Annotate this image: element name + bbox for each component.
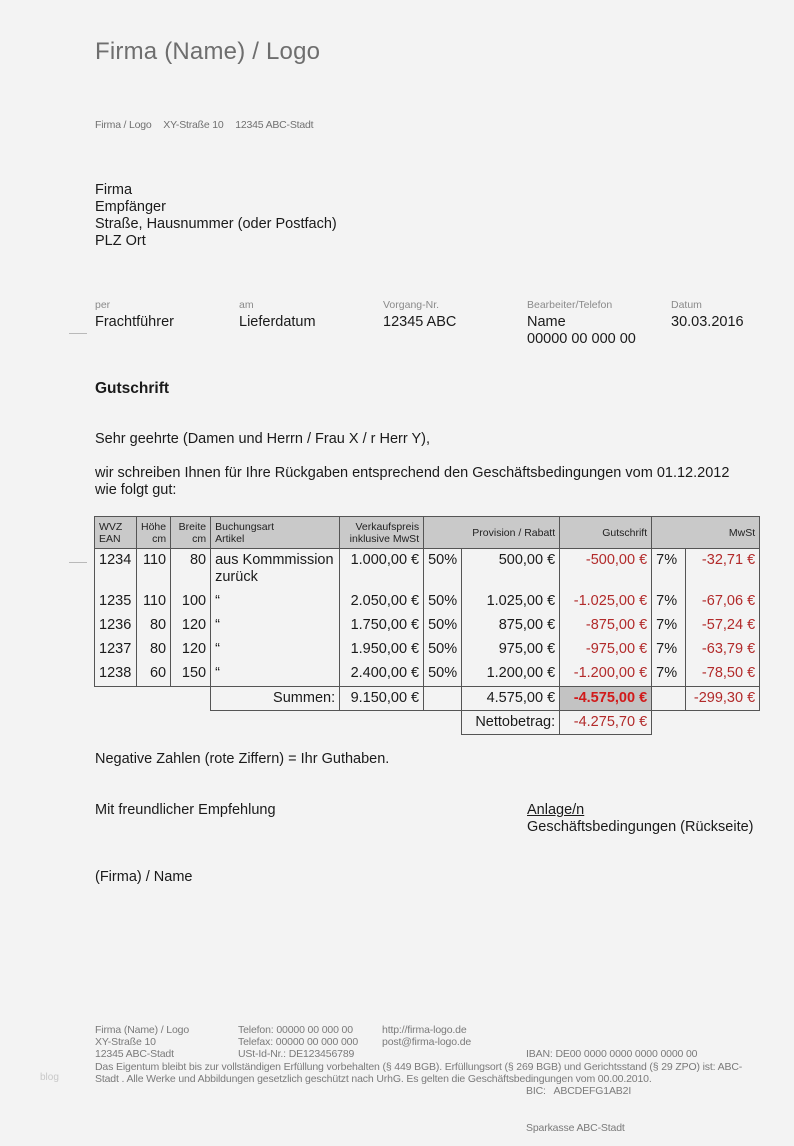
- intro-paragraph: [95, 465, 775, 499]
- col-header-ean: [95, 517, 137, 549]
- cell-article: “: [211, 614, 340, 638]
- header-article: Artikel: [215, 532, 245, 545]
- recipient-city: PLZ Ort: [95, 233, 146, 249]
- col-header-vat: MwSt: [652, 517, 760, 549]
- meta-value: Lieferdatum: [239, 314, 316, 330]
- cell-width: 120: [171, 614, 211, 638]
- sums-commission: 4.575,00 €: [462, 687, 560, 711]
- header-wvz: WVZ: [99, 520, 123, 533]
- cell-commission: 500,00 €: [462, 549, 560, 591]
- recipient-company: Firma: [95, 182, 133, 198]
- cell-ean: 1235: [95, 590, 137, 614]
- table-header-row: [95, 517, 760, 549]
- footer-company: [95, 1024, 189, 1061]
- footer-company-city: 12345 ABC-Stadt: [95, 1048, 174, 1061]
- sums-label: Summen:: [211, 687, 340, 711]
- table-row: [95, 590, 760, 614]
- cell-credit: -875,00 €: [560, 614, 652, 638]
- attachments-item: Geschäftsbedingungen (Rückseite): [527, 819, 754, 835]
- cell-commission: 1.025,00 €: [462, 590, 560, 614]
- header-height-unit: cm: [152, 532, 167, 545]
- cell-vat-pct: 7%: [652, 662, 686, 687]
- sums-spacer: [95, 687, 211, 711]
- intro-line-2: wie folgt gut:: [95, 482, 177, 498]
- footer-iban: IBAN: DE00 0000 0000 0000 0000 00: [526, 1048, 698, 1061]
- table-row: [95, 662, 760, 687]
- cell-commission-pct: 50%: [424, 662, 462, 687]
- cell-height: 80: [137, 638, 171, 662]
- cell-height: 60: [137, 662, 171, 687]
- table-row: [95, 638, 760, 662]
- cell-width: 100: [171, 590, 211, 614]
- meta-value-phone: 00000 00 000 00: [527, 331, 636, 347]
- meta-process-number: [383, 299, 456, 331]
- meta-label: per: [95, 299, 111, 311]
- footer-email-link[interactable]: post@firma-logo.de: [382, 1036, 472, 1049]
- cell-sale-price: 1.750,00 €: [340, 614, 424, 638]
- col-header-width: [171, 517, 211, 549]
- sums-credit-highlight: -4.575,00 €: [560, 687, 652, 711]
- cell-commission-pct: 50%: [424, 614, 462, 638]
- cell-ean: 1234: [95, 549, 137, 591]
- meta-value: Name: [527, 314, 566, 330]
- meta-label: Datum: [671, 299, 702, 311]
- cell-commission-pct: 50%: [424, 549, 462, 591]
- attachments-title: Anlage/n: [527, 802, 585, 818]
- recipient-name: Empfänger: [95, 199, 166, 215]
- recipient-street: Straße, Hausnummer (oder Postfach): [95, 216, 337, 232]
- cell-vat: -32,71 €: [686, 549, 760, 591]
- table-row: [95, 549, 760, 591]
- footer-bic: BIC: ABCDEFG1AB2I: [526, 1085, 632, 1098]
- col-header-commission: Provision / Rabatt: [424, 517, 560, 549]
- net-amount-label: Nettobetrag:: [462, 711, 560, 735]
- header-booking-type: Buchungsart: [215, 520, 275, 533]
- footer-contact: [238, 1024, 358, 1061]
- cell-commission-pct: 50%: [424, 590, 462, 614]
- cell-article: “: [211, 590, 340, 614]
- salutation: Sehr geehrte (Damen und Herrn / Frau X / r Herr Y),: [95, 431, 430, 447]
- meta-label: Vorgang-Nr.: [383, 299, 440, 311]
- col-header-credit: Gutschrift: [560, 517, 652, 549]
- cell-article: “: [211, 662, 340, 687]
- cell-ean: 1237: [95, 638, 137, 662]
- attachments: [527, 802, 754, 836]
- negative-note: Negative Zahlen (rote Ziffern) = Ihr Guthaben.: [95, 751, 390, 767]
- header-width: Breite: [178, 520, 207, 533]
- footer-phone: Telefon: 00000 00 000 00: [238, 1024, 353, 1036]
- cell-height: 110: [137, 590, 171, 614]
- cell-vat-pct: 7%: [652, 549, 686, 591]
- footer-web: [382, 1024, 471, 1048]
- cell-sale-price: 1.000,00 €: [340, 549, 424, 591]
- header-sale-price: Verkaufspreis: [355, 520, 420, 533]
- cell-ean: 1238: [95, 662, 137, 687]
- sums-sale-price: 9.150,00 €: [340, 687, 424, 711]
- cell-ean: 1236: [95, 614, 137, 638]
- meta-value: 12345 ABC: [383, 314, 457, 330]
- document-title: Gutschrift: [95, 380, 170, 397]
- cell-commission: 975,00 €: [462, 638, 560, 662]
- watermark: blog: [40, 1072, 59, 1083]
- cell-credit: -1.200,00 €: [560, 662, 652, 687]
- col-header-height: [137, 517, 171, 549]
- meta-label: am: [239, 299, 254, 311]
- footer-company-name: Firma (Name) / Logo: [95, 1024, 190, 1036]
- cell-sale-price: 2.400,00 €: [340, 662, 424, 687]
- footer-vat-id: USt-Id-Nr.: DE123456789: [238, 1048, 355, 1061]
- cell-commission-pct: 50%: [424, 638, 462, 662]
- footer-company-street: XY-Straße 10: [95, 1036, 156, 1049]
- fold-mark-top: [69, 333, 87, 334]
- cell-article: “: [211, 638, 340, 662]
- header-height: Höhe: [141, 520, 167, 533]
- sender-address-line: [95, 119, 322, 131]
- meta-date-delivery: [239, 299, 316, 331]
- cell-height: 110: [137, 549, 171, 591]
- cell-article: aus Kommmission zurück: [211, 549, 340, 591]
- meta-date: [671, 299, 744, 331]
- cell-width: 80: [171, 549, 211, 591]
- intro-line-1: wir schreiben Ihnen für Ihre Rückgaben entsprechend den Geschäftsbedingungen vom 01.12.2012: [95, 465, 730, 481]
- recipient-address: [95, 182, 337, 250]
- sender-city: 12345 ABC-Stadt: [235, 119, 314, 131]
- meta-shipping: [95, 299, 174, 331]
- signature: (Firma) / Name: [95, 869, 193, 885]
- header-sale-price-sub: inklusive MwSt: [349, 532, 420, 545]
- footer-legal-note: Das Eigentum bleibt bis zur vollständigen Erfüllung vorbehalten (§ 449 BGB). Erfüllungsort (§ 269 BGB) und Gerichtsstand (§ 29 ZPO) ist: ABC-Stadt . Alle Werke und Abbildungen gesetzlich geschützt nach UrhG. Es gelten die Geschäftsbedingungen vom 00.00.2010.: [95, 1061, 743, 1086]
- net-spacer-right: [652, 711, 760, 735]
- cell-width: 150: [171, 662, 211, 687]
- cell-width: 120: [171, 638, 211, 662]
- net-spacer: [95, 711, 462, 735]
- sender-company: Firma / Logo: [95, 119, 152, 131]
- sums-empty: [424, 687, 462, 711]
- sums-vat: -299,30 €: [686, 687, 760, 711]
- cell-vat: -67,06 €: [686, 590, 760, 614]
- cell-sale-price: 2.050,00 €: [340, 590, 424, 614]
- cell-vat: -63,79 €: [686, 638, 760, 662]
- cell-height: 80: [137, 614, 171, 638]
- sender-street: XY-Straße 10: [163, 119, 224, 131]
- meta-value: Frachtführer: [95, 314, 174, 330]
- credit-items-table: [94, 516, 760, 735]
- cell-commission: 875,00 €: [462, 614, 560, 638]
- cell-sale-price: 1.950,00 €: [340, 638, 424, 662]
- cell-vat-pct: 7%: [652, 638, 686, 662]
- company-logo-title: Firma (Name) / Logo: [95, 38, 321, 65]
- cell-credit: -1.025,00 €: [560, 590, 652, 614]
- cell-vat: -78,50 €: [686, 662, 760, 687]
- footer-bank-name: Sparkasse ABC-Stadt: [526, 1121, 625, 1134]
- closing-phrase: Mit freundlicher Empfehlung: [95, 802, 276, 818]
- meta-label: Bearbeiter/Telefon: [527, 299, 613, 311]
- cell-credit: -500,00 €: [560, 549, 652, 591]
- col-header-sale-price: [340, 517, 424, 549]
- footer-website-link[interactable]: http://firma-logo.de: [382, 1024, 467, 1036]
- cell-vat-pct: 7%: [652, 614, 686, 638]
- sums-row: [95, 687, 760, 711]
- header-ean: EAN: [99, 532, 121, 545]
- sums-empty: [652, 687, 686, 711]
- net-amount-value: -4.275,70 €: [560, 711, 652, 735]
- cell-vat: -57,24 €: [686, 614, 760, 638]
- cell-commission: 1.200,00 €: [462, 662, 560, 687]
- header-width-unit: cm: [192, 532, 207, 545]
- net-amount-row: [95, 711, 760, 735]
- col-header-article: [211, 517, 340, 549]
- meta-value: 30.03.2016: [671, 314, 744, 330]
- cell-credit: -975,00 €: [560, 638, 652, 662]
- meta-clerk-phone: [527, 299, 636, 348]
- footer-fax: Telefax: 00000 00 000 000: [238, 1036, 359, 1049]
- fold-mark-middle: [69, 562, 87, 563]
- table-row: [95, 614, 760, 638]
- cell-vat-pct: 7%: [652, 590, 686, 614]
